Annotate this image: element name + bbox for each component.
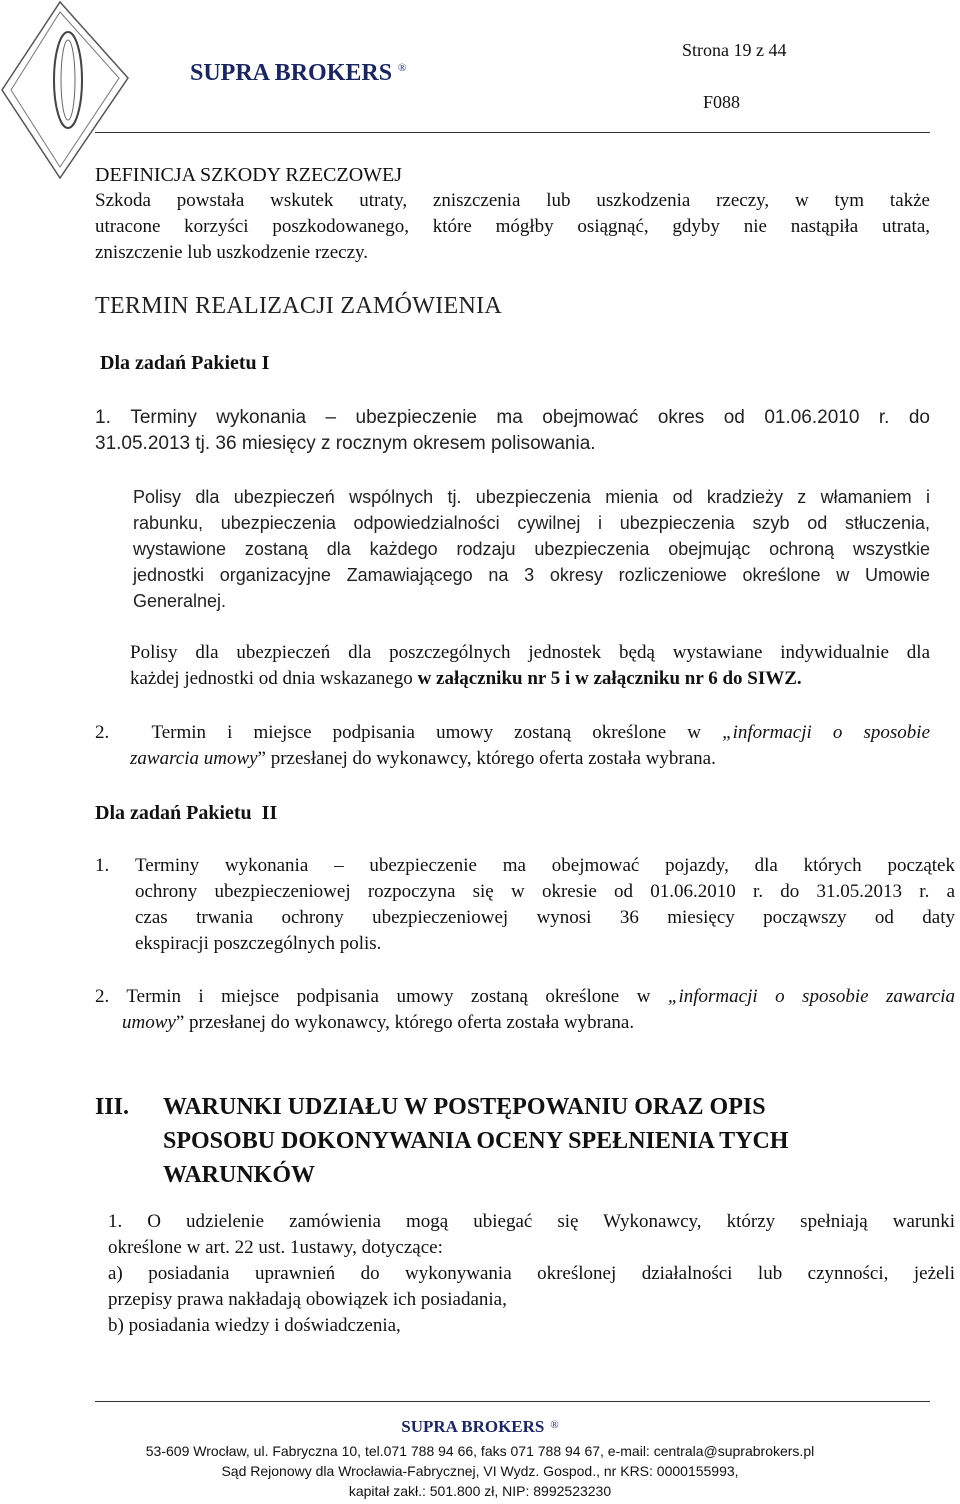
polisy2-line2: każdej jednostki od dnia wskazanego w załączniku nr 5 i w załączniku nr 6 do SIWZ. (130, 668, 802, 689)
termin-heading: TERMIN REALIZACJI ZAMÓWIENIA (95, 293, 503, 319)
polisy2-paragraph (130, 640, 930, 692)
pakiet2-item2-line1: 2. Termin i miejsce podpisania umowy zostaną określone w „informacji o sposobie zawarcia (95, 986, 955, 1007)
section3-body (108, 1209, 955, 1339)
definition-line: zniszczenie lub uszkodzenie rzeczy. (95, 242, 369, 263)
section3-numeral: III. (95, 1094, 130, 1120)
section3-title-line: WARUNKI UDZIAŁU W POSTĘPOWANIU ORAZ OPIS (163, 1094, 766, 1120)
pakiet2-item1-line: ekspiracji poszczególnych polis. (135, 933, 382, 954)
pakiet1-item2-line1: 2. Termin i miejsce podpisania umowy zostaną określone w „informacji o sposobie (95, 722, 930, 743)
pakiet2-heading: Dla zadań Pakietu II (95, 802, 278, 824)
section3-title-line: WARUNKÓW (163, 1162, 316, 1188)
section3-line: 1. O udzielenie zamówienia mogą ubiegać się Wykonawcy, którzy spełniają warunki (108, 1211, 955, 1232)
pakiet1-heading: Dla zadań Pakietu I (100, 352, 270, 374)
section3-line: a) posiadania uprawnień do wykonywania określonej działalności lub czynności, jeżeli (108, 1263, 955, 1284)
pakiet1-item1 (95, 405, 930, 457)
footer-address: 53-609 Wrocław, ul. Fabryczna 10, tel.071 788 94 66, faks 071 788 94 67, e-mail: centrala@suprabrokers.pl (145, 1443, 815, 1459)
pakiet1-item2 (95, 720, 930, 772)
pakiet1-item1-line2: 31.05.2013 tj. 36 miesięcy z rocznym okresem polisowania. (95, 433, 596, 454)
pakiet1-item1-line1: 1. Terminy wykonania – ubezpieczenie ma obejmować okres od 01.06.2010 r. do (95, 407, 930, 428)
pakiet2-item1-line: Terminy wykonania – ubezpieczenie ma obejmować pojazdy, dla których początek (135, 855, 955, 876)
polisy-line: Polisy dla ubezpieczeń wspólnych tj. ubezpieczenia mienia od kradzieży z włamaniem i (133, 487, 930, 507)
document-id: F088 (703, 92, 741, 112)
definition-line: utracone korzyści poszkodowanego, które mógłby osiągnąć, gdyby nie nastąpiła utrata, (95, 216, 930, 237)
section3-title (163, 1090, 943, 1192)
section3-line: b) posiadania wiedzy i doświadczenia, (108, 1315, 401, 1336)
footer-court: Sąd Rejonowy dla Wrocławia-Fabrycznej, VI Wydz. Gospod., nr KRS: 0000155993, (221, 1463, 739, 1479)
pakiet2-item1-line: czas trwania ochrony ubezpieczeniowej wynosi 36 miesięcy począwszy od daty (135, 907, 955, 928)
pakiet2-item2-line2: umowy” przesłanej do wykonawcy, którego oferta została wybrana. (122, 1012, 635, 1033)
section3-title-line: SPOSOBU DOKONYWANIA OCENY SPEŁNIENIA TYCH (163, 1128, 789, 1154)
definition-title: DEFINICJA SZKODY RZECZOWEJ (95, 164, 403, 186)
header-divider (95, 132, 930, 133)
pakiet1-item2-line2: zawarcia umowy” przesłanej do wykonawcy, którego oferta została wybrana. (130, 748, 716, 769)
page-number: Strona 19 z 44 (682, 40, 787, 60)
pakiet2-item1-line: ochrony ubezpieczeniowej rozpoczyna się w okresie od 01.06.2010 r. do 31.05.2013 r. a (135, 881, 955, 902)
footer-brand: SUPRA BROKERS ® (401, 1417, 559, 1436)
pakiet2-item2 (95, 984, 955, 1036)
polisy-line: Generalnej. (133, 591, 227, 611)
section3-line: przepisy prawa nakładają obowiązek ich posiadania, (108, 1289, 507, 1310)
polisy-line: jednostki organizacyjne Zamawiającego na 3 okresy rozliczeniowe określone w Umowie (133, 565, 930, 585)
footer-capital: kapitał zakł.: 501.800 zł, NIP: 8992523230 (348, 1483, 612, 1499)
definition-line: Szkoda powstała wskutek utraty, zniszczenia lub uszkodzenia rzeczy, w tym także (95, 190, 930, 211)
polisy-line: rabunku, ubezpieczenia odpowiedzialności cywilnej i ubezpieczenia szyb od stłuczenia, (133, 513, 930, 533)
polisy-paragraph (133, 484, 930, 614)
polisy2-line1: Polisy dla ubezpieczeń dla poszczególnych jednostek będą wystawiane indywidualnie dla (130, 642, 930, 663)
header-brand: SUPRA BROKERS ® (190, 60, 407, 86)
definition-block (95, 162, 930, 266)
company-logo (0, 0, 130, 180)
pakiet2-item1 (95, 853, 955, 957)
pakiet2-item1-num: 1. (95, 855, 110, 876)
section3-line: określone w art. 22 ust. 1ustawy, dotyczące: (108, 1237, 443, 1258)
footer-divider (95, 1401, 930, 1402)
polisy-line: wystawione zostaną dla każdego rodzaju ubezpieczenia obejmując ochroną wszystkie (133, 539, 930, 559)
